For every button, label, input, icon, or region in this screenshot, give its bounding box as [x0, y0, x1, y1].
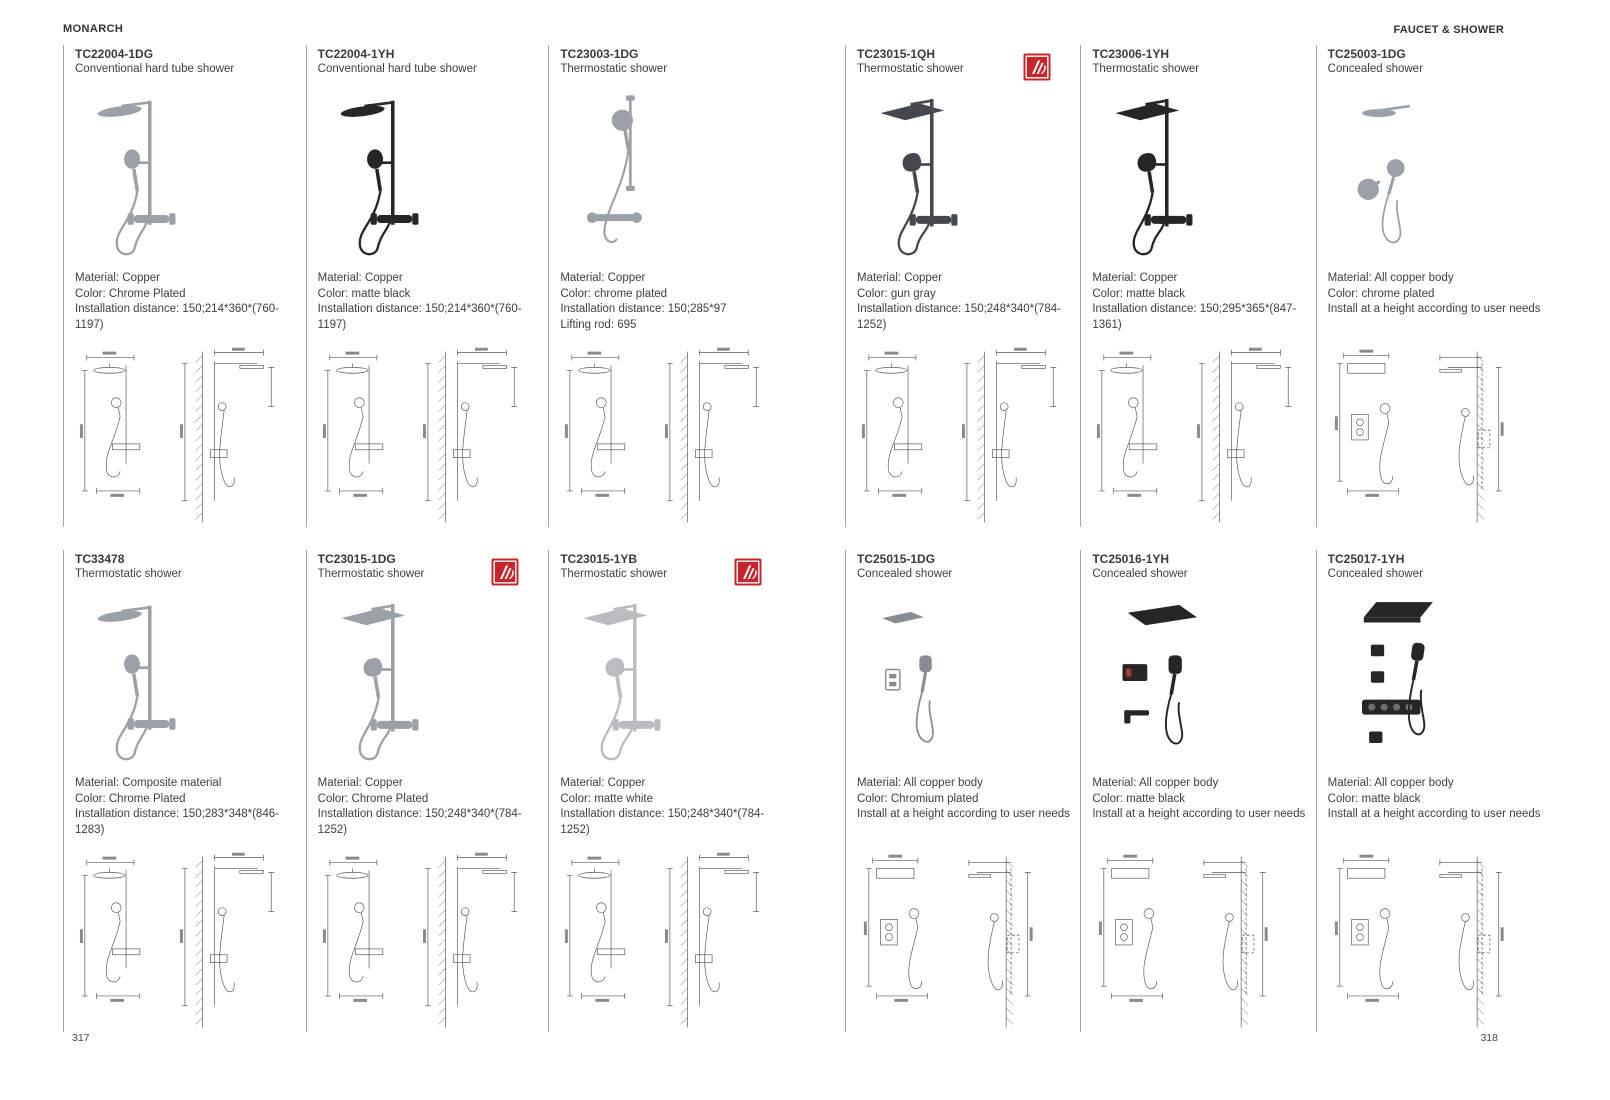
spec-line: Material: Copper — [75, 272, 161, 284]
spec-line: Lifting rod: 695 — [560, 318, 637, 331]
technical-drawing — [75, 343, 300, 535]
dimension-drawing-icon — [562, 848, 768, 1036]
technical-drawing — [1328, 343, 1545, 535]
spec-line: Color: matte white — [560, 792, 654, 805]
brand-logo-text: MONARCH — [63, 23, 124, 35]
product-card — [1080, 45, 1315, 527]
product-card — [548, 45, 791, 527]
product-type: Thermostatic shower — [1092, 63, 1200, 75]
dimension-drawing-icon — [562, 343, 768, 531]
spec-line: Installation distance: 150;248*340*(784-1252) — [560, 808, 765, 836]
spec-line: Color: matte black — [1327, 792, 1421, 805]
product-type: Concealed shower — [1327, 568, 1423, 580]
page-number-left: 317 — [72, 1032, 90, 1044]
section-title: FAUCET & SHOWER — [1393, 24, 1504, 36]
technical-drawing — [1092, 343, 1309, 535]
product-type: Concealed shower — [1092, 568, 1188, 580]
dimension-drawing-icon — [859, 848, 1065, 1036]
product-card — [845, 45, 1080, 527]
product-model: TC23015-1QH — [857, 47, 936, 61]
product-card — [845, 550, 1080, 1032]
spec-line: Material: Copper — [317, 777, 403, 789]
product-model: TC23015-1DG — [317, 552, 396, 566]
spec-line: Material: All copper body — [1327, 272, 1454, 284]
product-type: Thermostatic shower — [75, 568, 182, 580]
product-type: Concealed shower — [857, 568, 953, 580]
spec-line: Material: Copper — [857, 272, 943, 284]
product-photo — [75, 588, 300, 776]
product-model: TC22004-1YH — [317, 47, 395, 61]
spec-line: Install at a height according to user needs — [1327, 303, 1541, 315]
product-card — [63, 45, 306, 527]
technical-drawing — [857, 343, 1074, 535]
spec-line: Material: All copper body — [857, 777, 983, 789]
product-specs — [75, 776, 300, 842]
spec-line: Color: Chrome Plated — [75, 792, 186, 805]
shower-column-photo-icon — [867, 83, 993, 269]
spec-line: Installation distance: 150;285*97 — [560, 303, 727, 315]
product-photo — [857, 588, 1074, 776]
spec-line: Color: Chrome Plated — [317, 792, 429, 805]
shower-column-photo-icon — [328, 588, 454, 774]
page-number-right: 318 — [1480, 1032, 1498, 1044]
product-card — [548, 550, 791, 1032]
product-photo — [560, 83, 785, 271]
technical-drawing — [560, 848, 785, 1040]
dimension-drawing-icon — [320, 848, 526, 1036]
dimension-drawing-icon — [77, 343, 283, 531]
product-specs — [1328, 271, 1545, 337]
spec-line: Color: chrome plated — [560, 287, 668, 300]
certification-badge-icon — [491, 558, 519, 586]
dimension-drawing-icon — [320, 343, 526, 531]
spec-line: Material: Copper — [317, 272, 403, 284]
dimension-drawing-icon — [1094, 343, 1300, 531]
product-type: Thermostatic shower — [560, 63, 668, 75]
spec-line: Color: matte black — [317, 287, 411, 300]
concealed-shower-photo-icon — [1338, 83, 1464, 269]
shower-column-photo-icon — [85, 588, 211, 774]
concealed-shower-photo-icon — [1338, 588, 1464, 774]
product-type: Thermostatic shower — [857, 63, 964, 75]
product-card — [1080, 550, 1315, 1032]
product-card — [1316, 45, 1551, 527]
dimension-drawing-icon — [1330, 343, 1536, 531]
spec-line: Material: All copper body — [1327, 777, 1454, 789]
product-photo — [1328, 588, 1545, 776]
product-specs — [75, 271, 300, 337]
spec-line: Material: Copper — [560, 777, 646, 789]
product-photo — [1328, 83, 1545, 271]
spec-line: Install at a height according to user needs — [857, 808, 1070, 820]
product-photo — [857, 83, 1074, 271]
product-type: Conventional hard tube shower — [317, 63, 477, 75]
product-type: Thermostatic shower — [560, 568, 668, 580]
spec-line: Installation distance: 150;283*348*(846-1283) — [75, 808, 279, 836]
product-photo — [1092, 588, 1309, 776]
product-photo — [75, 83, 300, 271]
spec-line: Color: Chrome Plated — [75, 287, 186, 300]
product-model: TC23015-1YB — [560, 552, 638, 566]
concealed-shower-photo-icon — [867, 588, 993, 774]
spec-line: Color: chrome plated — [1327, 287, 1435, 300]
spec-line: Install at a height according to user needs — [1327, 808, 1541, 820]
spec-line: Color: matte black — [1092, 287, 1186, 300]
dimension-drawing-icon — [859, 343, 1065, 531]
spec-line: Material: Copper — [1092, 272, 1178, 284]
shower-column-photo-icon — [85, 83, 211, 269]
certification-badge-icon — [1023, 53, 1051, 81]
spec-line: Color: matte black — [1092, 792, 1186, 805]
dimension-drawing-icon — [77, 848, 283, 1036]
shower-column-photo-icon — [1102, 83, 1228, 269]
dimension-drawing-icon — [1330, 848, 1536, 1036]
spec-line: Installation distance: 150;214*360*(760-1197) — [317, 303, 522, 331]
slidebar-shower-photo-icon — [570, 83, 696, 269]
product-model: TC23006-1YH — [1092, 47, 1170, 61]
product-model: TC22004-1DG — [75, 47, 154, 61]
product-photo — [318, 83, 543, 271]
spec-line: Installation distance: 150;248*340*(784-1252) — [857, 303, 1061, 331]
catalog-page-left — [63, 45, 791, 1055]
shower-column-photo-icon — [570, 588, 696, 774]
product-type: Concealed shower — [1327, 63, 1423, 75]
dimension-drawing-icon — [1094, 848, 1300, 1036]
product-model: TC25003-1DG — [1327, 47, 1406, 61]
spec-line: Installation distance: 150;214*360*(760-1197) — [75, 303, 279, 331]
product-card — [306, 45, 549, 527]
product-model: TC25016-1YH — [1092, 552, 1170, 566]
concealed-shower-photo-icon — [1102, 588, 1228, 774]
product-specs — [318, 776, 543, 842]
product-photo — [318, 588, 543, 776]
product-specs — [1328, 776, 1545, 842]
product-specs — [857, 271, 1074, 337]
certification-badge-icon — [734, 558, 762, 586]
technical-drawing — [1092, 848, 1309, 1040]
product-photo — [560, 588, 785, 776]
product-specs — [857, 776, 1074, 842]
product-type: Conventional hard tube shower — [75, 63, 235, 75]
technical-drawing — [318, 343, 543, 535]
technical-drawing — [75, 848, 300, 1040]
product-card — [306, 550, 549, 1032]
product-photo — [1092, 83, 1309, 271]
product-card — [63, 550, 306, 1032]
spec-line: Color: Chromium plated — [857, 792, 979, 805]
product-specs — [560, 776, 785, 842]
product-specs — [560, 271, 785, 337]
product-model: TC23003-1DG — [560, 47, 639, 61]
technical-drawing — [560, 343, 785, 535]
spec-line: Install at a height according to user needs — [1092, 808, 1306, 820]
product-card — [1316, 550, 1551, 1032]
spec-line: Material: Copper — [560, 272, 646, 284]
product-specs — [1092, 271, 1309, 337]
spec-line: Material: All copper body — [1092, 777, 1219, 789]
spec-line: Color: gun gray — [857, 287, 936, 300]
technical-drawing — [857, 848, 1074, 1040]
spec-line: Installation distance: 150;248*340*(784-1252) — [317, 808, 522, 836]
product-specs — [318, 271, 543, 337]
spec-line: Material: Composite material — [75, 777, 222, 789]
product-model: TC25017-1YH — [1327, 552, 1405, 566]
product-model: TC25015-1DG — [857, 552, 936, 566]
product-specs — [1092, 776, 1309, 842]
technical-drawing — [1328, 848, 1545, 1040]
shower-column-photo-icon — [328, 83, 454, 269]
product-type: Thermostatic shower — [317, 568, 425, 580]
product-model: TC33478 — [75, 552, 125, 566]
catalog-page-right — [845, 45, 1551, 1055]
spec-line: Installation distance: 150;295*365*(847-1361) — [1092, 303, 1297, 331]
technical-drawing — [318, 848, 543, 1040]
